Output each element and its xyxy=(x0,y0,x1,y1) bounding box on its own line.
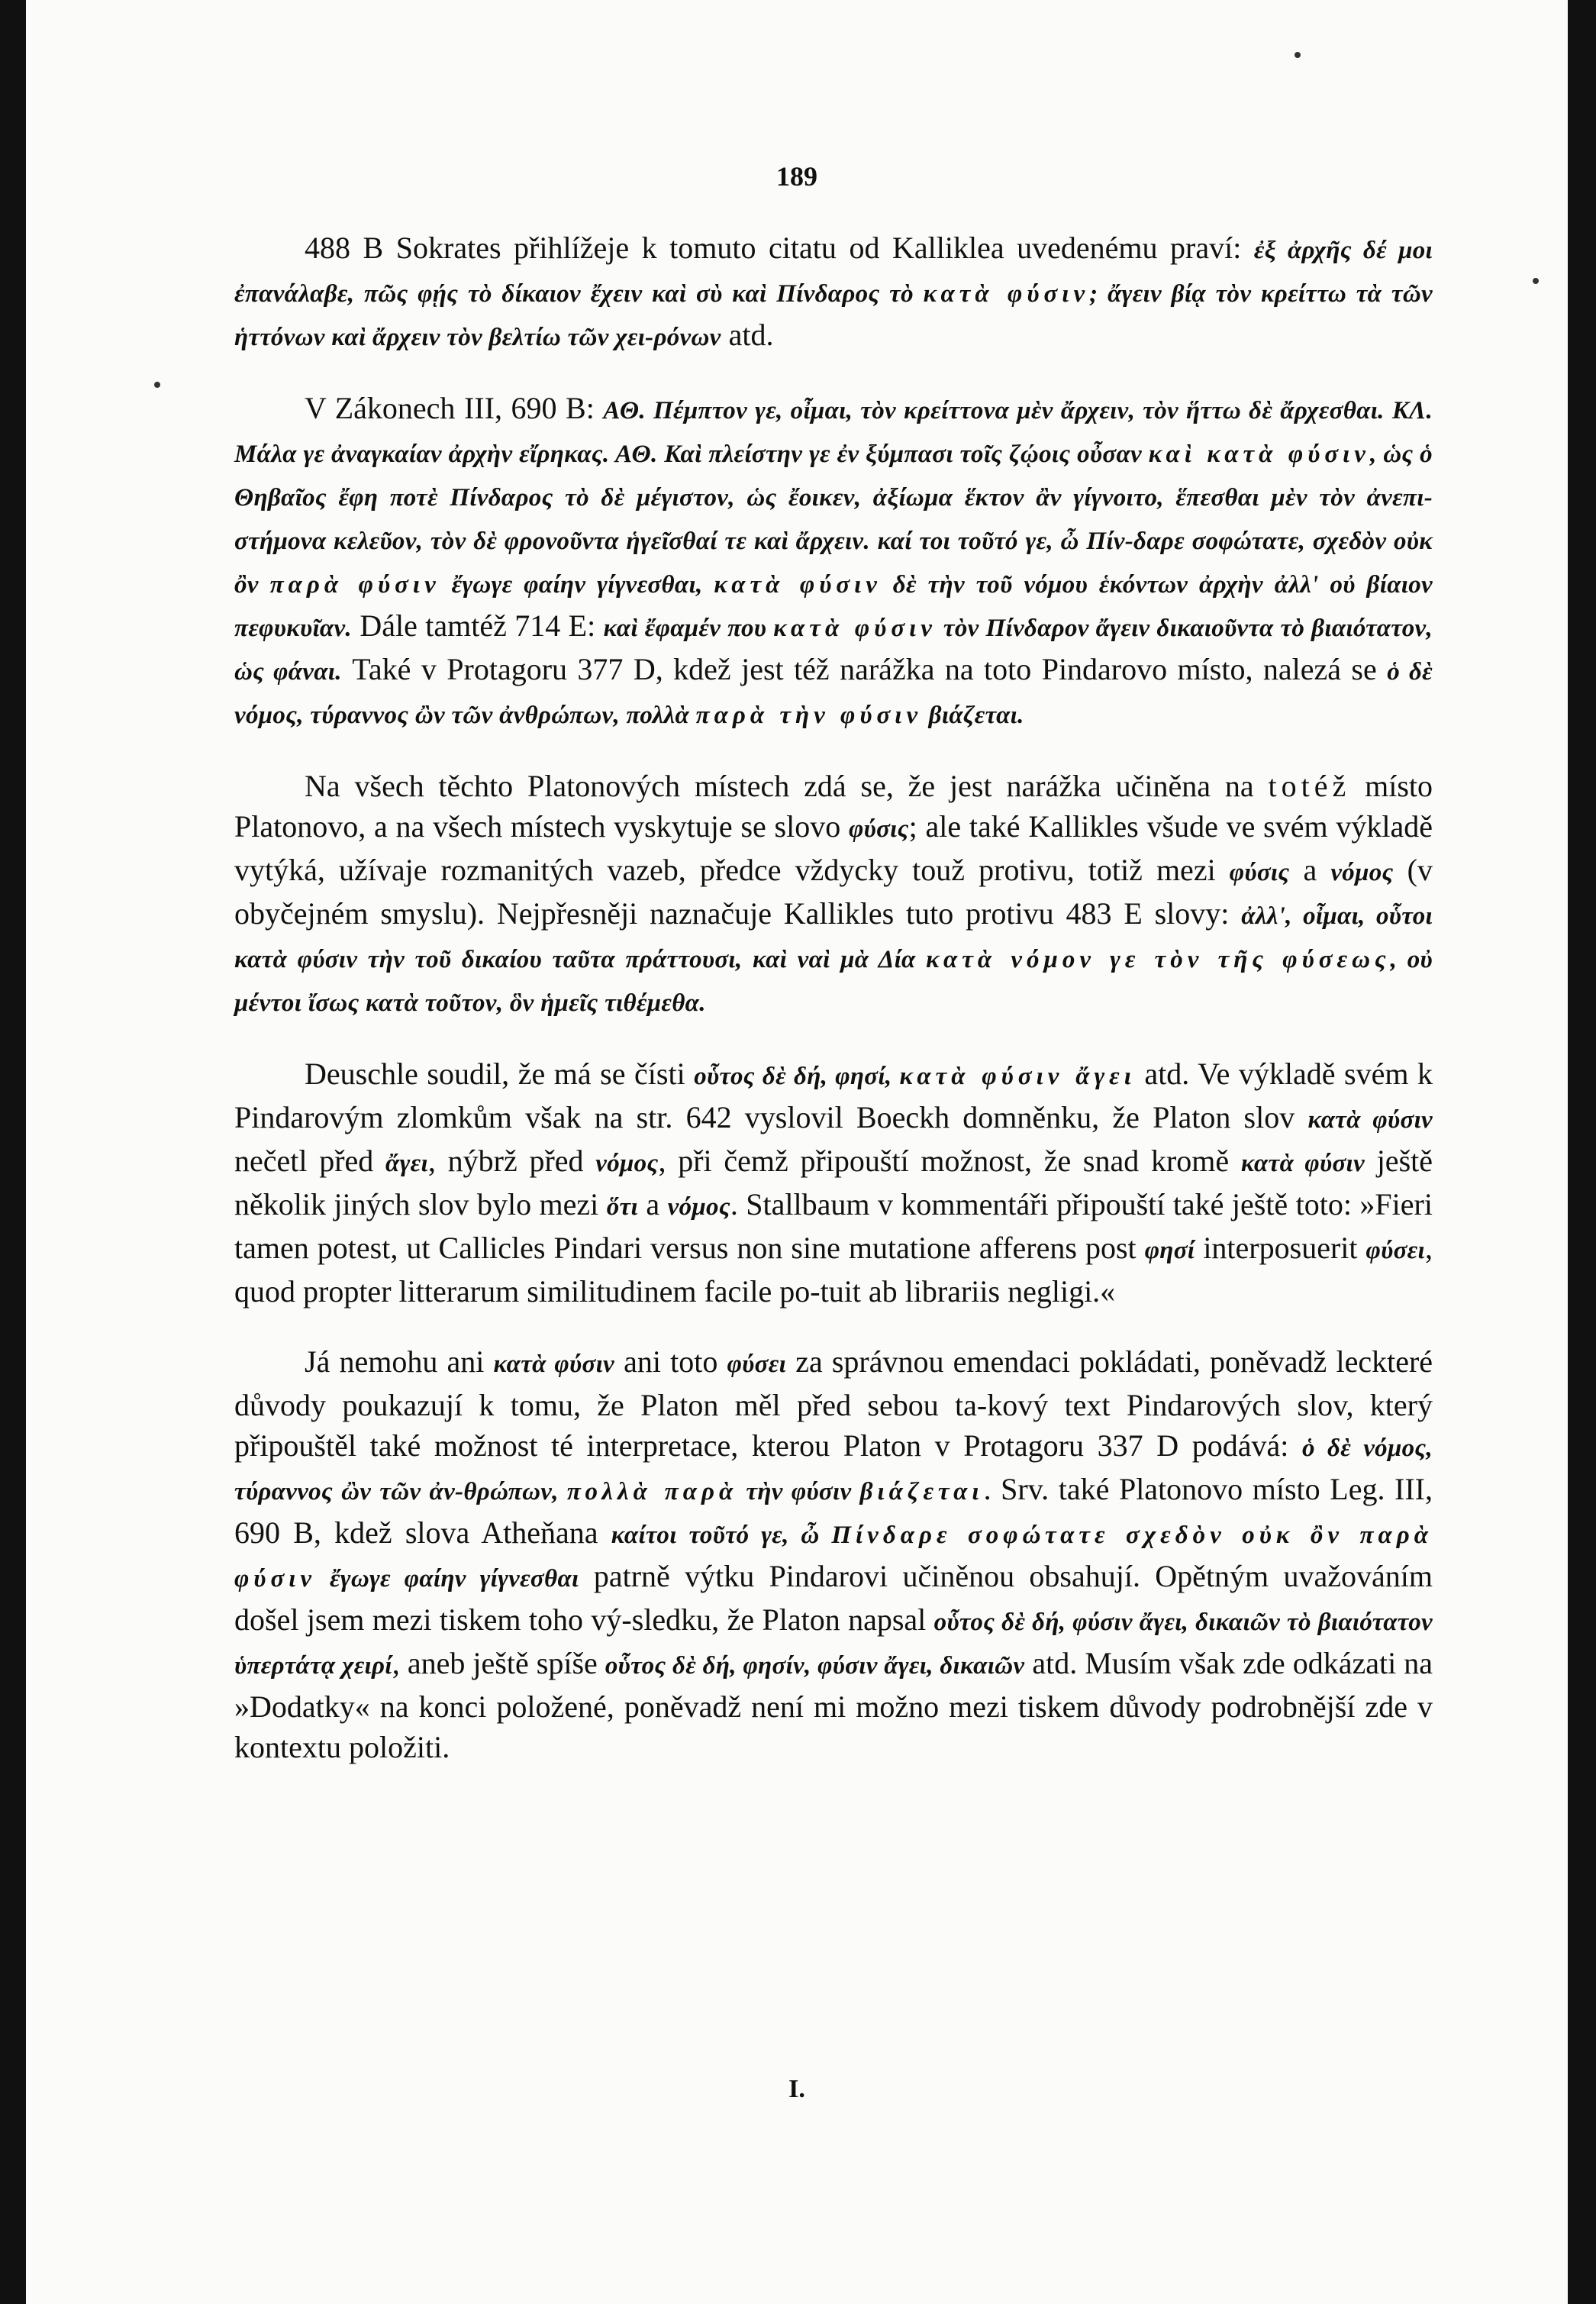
text-run: Na všech těchto Platonových místech zdá se, že jest narážka učiněna na xyxy=(305,769,1269,803)
greek-quotation: κατὰ φύσιν xyxy=(923,280,1090,308)
greek-quotation: οὗτος δὲ δή, φησί, xyxy=(694,1063,900,1090)
greek-quotation: ; ἄγειν βίᾳ τὸν κρείττω τὰ τῶν ἡττόνων καὶ ἄρχειν τὸν βελτίω τῶν χει-ρόνων xyxy=(234,280,1433,351)
text-run: , nýbrž před xyxy=(427,1144,596,1178)
greek-quotation: φύσις xyxy=(1229,859,1290,886)
text-run: , aneb ještě spíše xyxy=(392,1646,605,1680)
paragraph xyxy=(234,766,1433,1024)
greek-quotation: τὸν Πίνδαρον ἄγειν δικαιοῦντα τὸ βιαιότατον, ὡς φάναι. xyxy=(234,615,1433,686)
text-run: atd. Ve výkladě svém k Pindarovým zlomkům však na str. 642 vyslovil Boeckh domněnku, že Platon slov xyxy=(234,1057,1433,1134)
text-run: , při čemž připouští možnost, že snad kromě xyxy=(658,1144,1241,1178)
greek-quotation: πολλὰ παρὰ xyxy=(566,1478,738,1505)
greek-quotation: φύσις xyxy=(849,815,909,843)
text-run: . Stallbaum v kommentáři připouští také ještě toto: »Fieri tamen potest, ut Callicles Pindari versus non sine mutatione afferens post xyxy=(234,1187,1433,1265)
greek-quotation: φύσει xyxy=(727,1350,787,1378)
greek-quotation: ἔγωγε φαίην γίγνεσθαι, xyxy=(440,571,714,599)
paragraph xyxy=(234,227,1433,358)
text-run: Deuschle soudil, že má se čísti xyxy=(305,1057,695,1091)
scan-edge-left xyxy=(0,0,26,2304)
greek-quotation: βιάζεται xyxy=(859,1478,984,1505)
greek-quotation: φύσει xyxy=(1365,1237,1425,1264)
greek-quotation: ὁ δὲ νόμος, τύραννος ὢν τῶν ἀν-θρώπων, xyxy=(234,1434,1433,1505)
greek-quotation: Πίνδαρε σοφώτατε σχεδὸν οὐκ ὂν παρὰ φύσιν xyxy=(234,1521,1433,1592)
text-run: ani toto xyxy=(614,1344,727,1379)
paragraph xyxy=(234,1341,1433,1767)
scan-speck xyxy=(154,382,160,388)
greek-quotation: καὶ ἔφαμέν που xyxy=(603,615,774,642)
text-run: Dále tamtéž 714 E: xyxy=(351,608,604,643)
greek-quotation: κατὰ φύσιν ἄγει xyxy=(899,1063,1136,1090)
text-run: totéž xyxy=(1268,769,1351,803)
greek-quotation: βιάζεται. xyxy=(922,702,1024,729)
text-run: , quod propter litterarum similitudinem facile po-tuit ab librariis negligi.« xyxy=(234,1231,1433,1309)
body-text xyxy=(234,227,1433,1797)
text-run: Já nemohu ani xyxy=(305,1344,494,1379)
greek-quotation: δὲ τὴν τοῦ νόμου ἑκόντων ἀρχὴν ἀλλ' οὐ βίαιον πεφυκυῖαν. xyxy=(234,571,1433,642)
greek-quotation: κατὰ φύσιν xyxy=(493,1350,615,1378)
greek-quotation: παρὰ τὴν φύσιν xyxy=(695,702,923,729)
greek-quotation: ἐξ ἀρχῆς δέ μοι ἐπανάλαβε, πῶς φῄς τὸ δίκαιον ἔχειν καὶ σὺ καὶ Πίνδαρος τὸ xyxy=(234,237,1433,308)
text-run: a xyxy=(637,1187,668,1221)
greek-quotation: , ὡς ὁ Θηβαῖος ἔφη ποτὲ Πίνδαρος τὸ δὲ μέγιστον, ὡς ἔοικεν, ἀξίωμα ἕκτον ἂν γίγνοιτο, ἕπεσθαι μὲν τὸν ἀνεπι-στήμονα κελεῦον, τὸν δὲ φρονοῦντα ἡγεῖσθαί τε καὶ ἄρχειν. καί τοι τοῦτό γε, ὦ Πίν-δαρε σοφώτατε, σχεδὸν οὐκ ὂν xyxy=(234,440,1433,599)
printer-signature: I. xyxy=(788,2075,805,2103)
greek-quotation: νόμος xyxy=(595,1150,659,1177)
greek-quotation: κατὰ φύσιν xyxy=(773,615,937,642)
greek-quotation: ἄγει xyxy=(385,1150,428,1177)
greek-quotation: νόμος xyxy=(667,1193,730,1221)
scan-speck xyxy=(1295,52,1301,58)
text-run: (v obyčejném smyslu). Nejpřesněji naznačuje Kallikles tuto protivu 483 E slovy: xyxy=(234,853,1433,931)
greek-quotation: οὗτος δὲ δή, φησίν, φύσιν ἄγει, δικαιῶν xyxy=(605,1652,1025,1680)
page-number: 189 xyxy=(776,161,817,192)
greek-quotation: νόμος xyxy=(1330,859,1394,886)
greek-quotation: ὁ δὲ νόμος, τύραννος ὢν τῶν ἀνθρώπων, πολλὰ xyxy=(234,658,1433,729)
greek-quotation: οὗτος δὲ δή, φύσιν ἄγει, δικαιῶν τὸ βιαιότατον ὑπερτάτᾳ χειρί xyxy=(234,1609,1433,1680)
text-run: V Zákonech III, 690 B: xyxy=(305,391,604,425)
greek-quotation: κατὰ φύσιν xyxy=(714,571,882,599)
greek-quotation: , οὐ μέντοι ἴσως κατὰ τοῦτον, ὃν ἡμεῖς τιθέμεθα. xyxy=(234,946,1433,1017)
greek-quotation: ΑΘ. Πέμπτον γε, οἶμαι, τὸν κρείττονα μὲν ἄρχειν, τὸν ἥττω δὲ ἄρχεσθαι. ΚΛ. Μάλα γε ἀναγκαίαν ἀρχὴν εἴρηκας. ΑΘ. Καὶ πλείστην γε ἐν ξύμπασι τοῖς ζῴοις οὖσαν xyxy=(234,397,1433,468)
text-run: 488 B Sokrates přihlížeje k tomuto citatu od Kalliklea uvedenému praví: xyxy=(305,231,1254,265)
text-run: patrně výtku Pindarovi učiněnou obsahují. Opětným uvažováním došel jsem mezi tiskem toho vý-sledku, že Platon napsal xyxy=(234,1559,1433,1637)
greek-quotation: κατὰ φύσιν xyxy=(1240,1150,1365,1177)
greek-quotation: παρὰ φύσιν xyxy=(269,571,440,599)
greek-quotation: τὴν φύσιν xyxy=(737,1478,860,1505)
greek-quotation: ὅτι xyxy=(606,1193,638,1221)
text-run: za správnou emendaci pokládati, poněvadž leckteré důvody poukazují k tomu, že Platon měl před sebou ta-kový text Pindarových slov, který připouštěl také možnost té interpretace, kterou Platon v Protagoru 337 D podává: xyxy=(234,1344,1433,1463)
paragraph xyxy=(234,388,1433,736)
greek-quotation: καὶ κατὰ φύσιν xyxy=(1148,440,1370,468)
greek-quotation: ἔγωγε φαίην γίγνεσθαι xyxy=(316,1565,579,1592)
text-run: . Srv. také Platonovo místo Leg. III, 690 B, kdež slova Atheňana xyxy=(234,1472,1433,1550)
greek-quotation: κατὰ νόμον γε τὸν τῆς φύσεως xyxy=(926,946,1391,973)
text-run: Také v Protagoru 377 D, kdež jest též narážka na toto Pindarovo místo, nalezá se xyxy=(341,652,1388,686)
text-run: a xyxy=(1289,853,1331,887)
greek-quotation: ἀλλ', οἶμαι, οὗτοι κατὰ φύσιν τὴν τοῦ δικαίου ταῦτα πράττουσι, καὶ ναὶ μὰ Δία xyxy=(234,902,1433,973)
book-page xyxy=(26,0,1568,2304)
text-run: nečetl před xyxy=(234,1144,386,1178)
greek-quotation: κατὰ φύσιν xyxy=(1307,1106,1433,1134)
paragraph xyxy=(234,1054,1433,1312)
greek-quotation: καίτοι τοῦτό γε, ὦ xyxy=(611,1521,832,1549)
text-run: ještě několik jiných slov bylo mezi xyxy=(234,1144,1433,1221)
text-run: ; ale také Kallikles všude ve svém výkladě vytýká, užívaje rozmanitých vazeb, předce vždycky touž protivu, totiž mezi xyxy=(234,809,1433,887)
text-run: interposuerit xyxy=(1195,1231,1366,1265)
scan-edge-right xyxy=(1568,0,1596,2304)
text-run: místo Platonovo, a na všech místech vyskytuje se slovo xyxy=(234,769,1433,844)
greek-quotation: φησί xyxy=(1144,1237,1195,1264)
text-run: atd. Musím však zde odkázati na »Dodatky« na konci položené, poněvadž není mi možno mezi tiskem důvody podrobnější zde v kontextu položiti. xyxy=(234,1646,1433,1764)
scan-speck xyxy=(1533,278,1539,284)
text-run: atd. xyxy=(721,318,774,352)
